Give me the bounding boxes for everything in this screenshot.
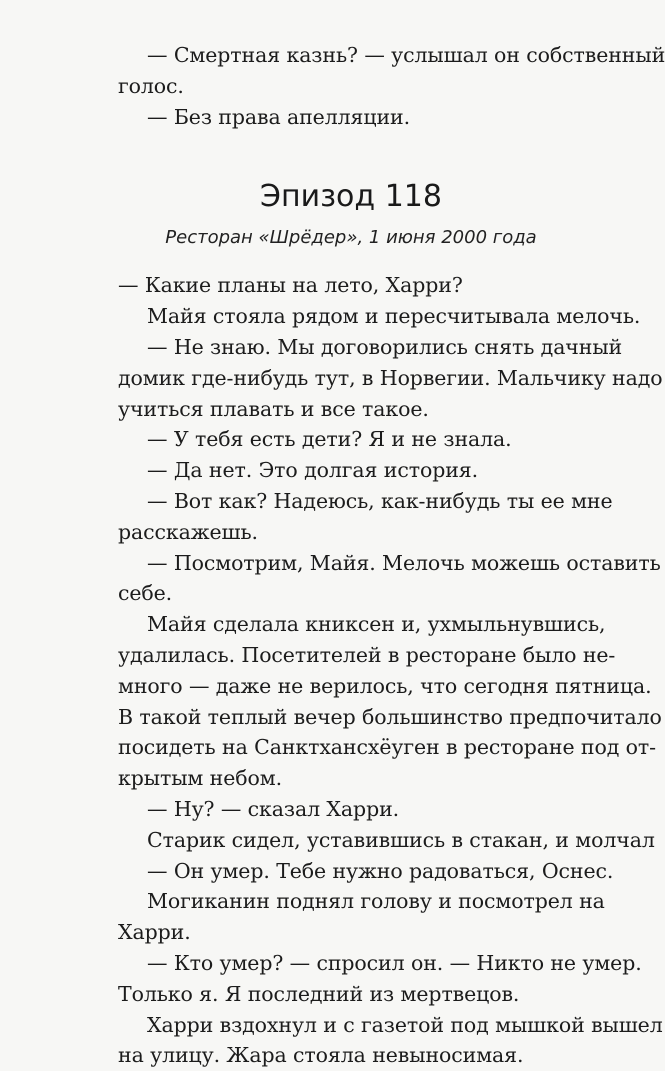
text-line: Харри. — [118, 920, 191, 945]
text-line: — Кто умер? — спросил он. — Никто не умер. — [147, 950, 642, 975]
text-line: — Смертная казнь? — услышал он собственный — [147, 43, 665, 67]
text-line: домик где-нибудь тут, в Норвегии. Мальчику надо — [118, 365, 663, 390]
episode-subtitle: Ресторан «Шрёдер», 1 июня 2000 года — [165, 227, 537, 249]
text-line: — Да нет. Это долгая история. — [147, 458, 479, 483]
text-line: Могиканин поднял голову и посмотрел на — [147, 889, 605, 914]
text-line: — Какие планы на лето, Харри? — [118, 273, 463, 298]
text-line: учиться плавать и все такое. — [118, 396, 429, 421]
text-line: посидеть на Санктхансхёуген в ресторане под от- — [118, 735, 656, 760]
text-line: Майя стояла рядом и пересчитывала мелочь. — [147, 304, 641, 329]
text-line: расскажешь. — [118, 519, 258, 544]
text-line: — Без права апелляции. — [147, 104, 411, 129]
text-line: Харри вздохнул и с газетой под мышкой вышел — [147, 1012, 663, 1037]
text-line: — Ну? — сказал Харри. — [147, 796, 400, 821]
text-line: — Не знаю. Мы договорились снять дачный — [147, 334, 623, 359]
text-line: Майя сделала книксен и, ухмыльнувшись, — [147, 612, 606, 637]
text-line: В такой теплый вечер большинство предпочитало — [118, 704, 662, 729]
text-line: — Он умер. Тебе нужно радоваться, Оснес. — [147, 858, 614, 883]
text-line: Старик сидел, уставившись в стакан, и молчал — [147, 827, 655, 852]
episode-heading — [118, 178, 584, 252]
text-line: — Посмотрим, Майя. Мелочь можешь оставить — [147, 550, 661, 575]
episode-title: Эпизод 118 — [260, 179, 442, 215]
text-line: крытым небом. — [118, 766, 283, 791]
text-line: удалилась. Посетителей в ресторане было не- — [118, 642, 616, 667]
body-text — [118, 270, 663, 1071]
text-line: много — даже не верилось, что сегодня пятница. — [118, 673, 652, 698]
text-line: голос. — [118, 73, 184, 98]
text-line: Только я. Я последний из мертвецов. — [118, 981, 520, 1006]
intro-text — [118, 40, 665, 132]
text-line: на улицу. Жара стояла невыносимая. — [118, 1043, 524, 1068]
text-line: — У тебя есть дети? Я и не знала. — [147, 427, 512, 452]
text-line: — Вот как? Надеюсь, как-нибудь ты ее мне — [147, 488, 613, 513]
text-line: себе. — [118, 581, 173, 606]
book-page — [118, 40, 665, 1071]
